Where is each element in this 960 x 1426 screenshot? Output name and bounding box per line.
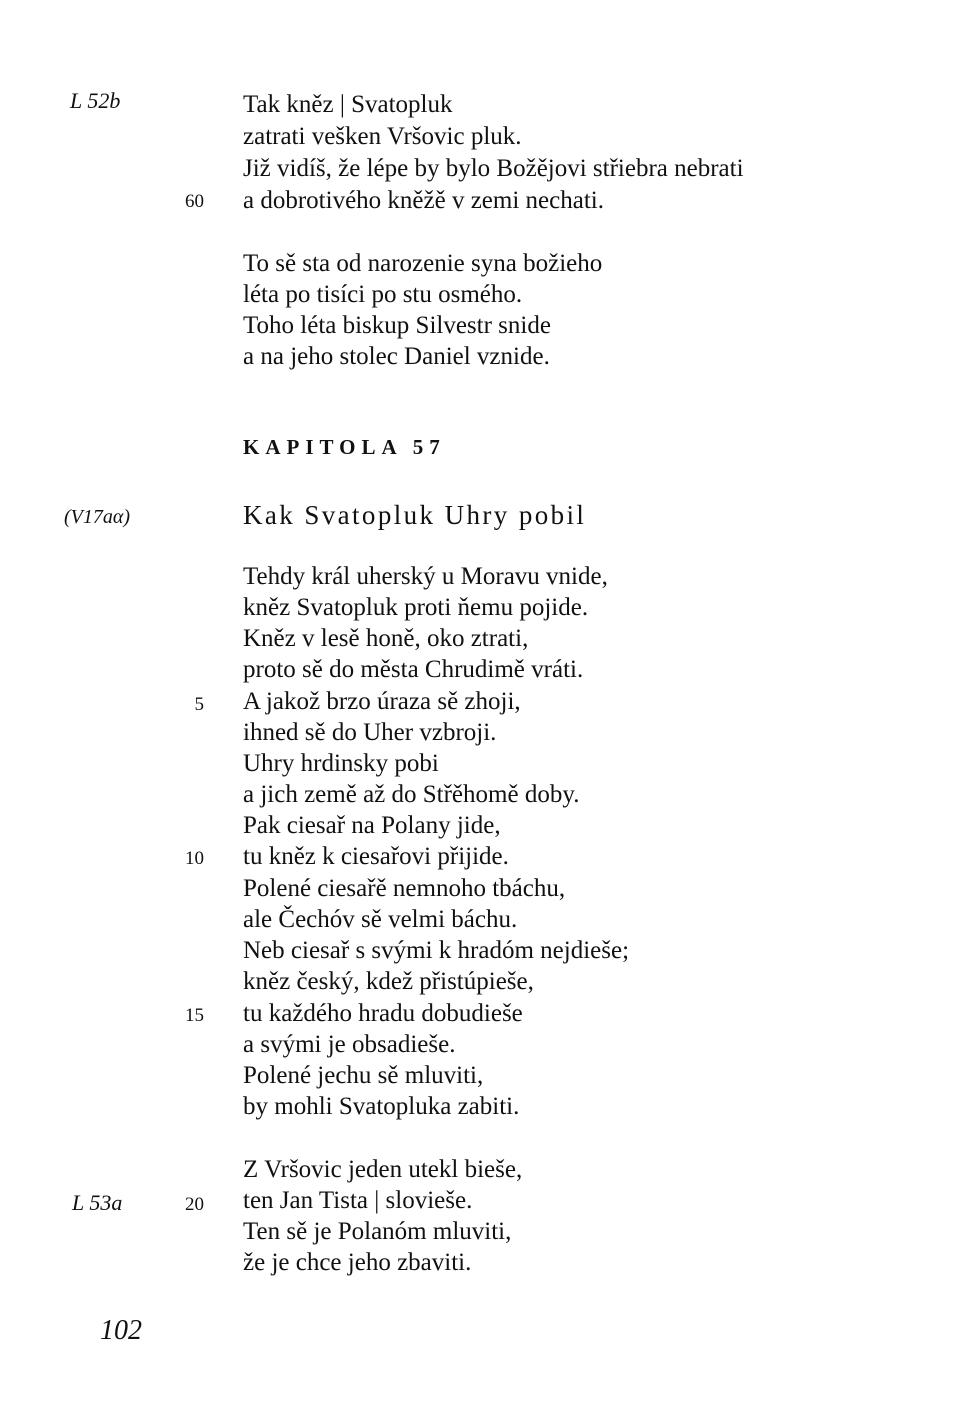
- verse-line: Toho léta biskup Silvestr snide: [243, 312, 551, 339]
- verse-line: Neb ciesař s svými k hradóm nejdieše;: [243, 937, 630, 964]
- verse-line: zatrati vešken Vršovic pluk.: [243, 123, 522, 150]
- page-number: 102: [100, 1315, 142, 1346]
- verse-line: Z Vršovic jeden utekl bieše,: [243, 1156, 523, 1183]
- chapter-heading: KAPITOLA 57: [243, 435, 446, 459]
- verse-line: Polené ciesařě nemnoho tbáchu,: [243, 875, 566, 902]
- verse-line: kněz český, kdež přistúpieše,: [243, 968, 534, 995]
- verse-line: proto sě do města Chrudimě vráti.: [243, 656, 584, 683]
- verse-line: To sě sta od narozenie syna božieho: [243, 250, 603, 277]
- verse-line: že je chce jeho zbaviti.: [243, 1249, 472, 1276]
- chapter-title: Kak Svatopluk Uhry pobil: [243, 500, 587, 530]
- verse-line: ihned sě do Uher vzbroji.: [243, 719, 497, 746]
- line-number-10: 10: [185, 848, 204, 869]
- verse-line: Tak kněz | Svatopluk: [243, 91, 453, 118]
- verse-line: ten Jan Tista | slovieše.: [243, 1187, 473, 1214]
- verse-line: a jich země až do Střěhomě doby.: [243, 781, 580, 808]
- margin-ref-v17a: (V17aα): [64, 506, 131, 528]
- line-number-20: 20: [185, 1194, 204, 1215]
- verse-line: Již vidíš, že lépe by bylo Božějovi střiebra nebrati: [243, 155, 744, 182]
- verse-line: Tehdy král uherský u Moravu vnide,: [243, 563, 608, 590]
- verse-line: a dobrotivého kněžě v zemi nechati.: [243, 187, 604, 214]
- verse-line: kněz Svatopluk proti ňemu pojide.: [243, 594, 589, 621]
- margin-ref-l52b: L 52b: [70, 88, 121, 113]
- verse-line: ale Čechóv sě velmi báchu.: [243, 906, 518, 933]
- verse-line: Uhry hrdinsky pobi: [243, 750, 439, 777]
- line-number-15: 15: [185, 1005, 204, 1026]
- verse-line: a svými je obsadieše.: [243, 1031, 456, 1058]
- line-number-60: 60: [185, 191, 204, 212]
- line-number-5: 5: [194, 694, 204, 715]
- verse-line: Kněz v lesě honě, oko ztrati,: [243, 625, 529, 652]
- verse-line: tu každého hradu dobudieše: [243, 1000, 523, 1027]
- verse-line: tu kněz k ciesařovi přijide.: [243, 843, 509, 870]
- verse-line: a na jeho stolec Daniel vznide.: [243, 343, 550, 370]
- verse-line: by mohli Svatopluka zabiti.: [243, 1093, 520, 1120]
- verse-line: Ten sě je Polanóm mluviti,: [243, 1218, 512, 1245]
- margin-ref-l53a: L 53a: [72, 1190, 123, 1215]
- verse-line: léta po tisíci po stu osmého.: [243, 281, 523, 308]
- verse-line: Polené jechu sě mluviti,: [243, 1062, 484, 1089]
- verse-line: A jakož brzo úraza sě zhoji,: [243, 688, 521, 715]
- verse-line: Pak ciesař na Polany jide,: [243, 812, 501, 839]
